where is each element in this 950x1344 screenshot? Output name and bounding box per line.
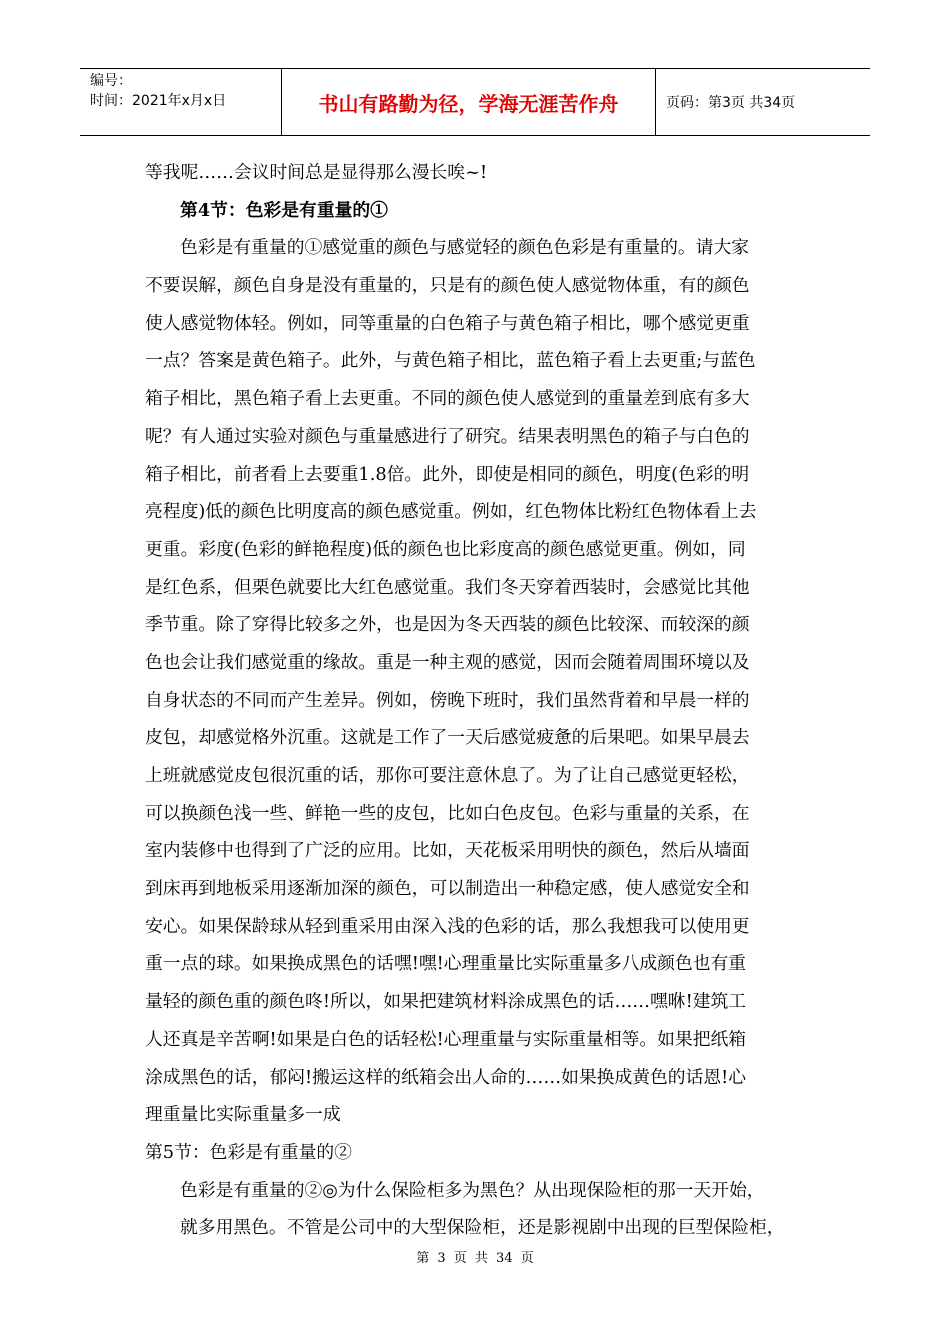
body-line: 室内装修中也得到了广泛的应用。比如，天花板采用明快的颜色，然后从墙面 (145, 840, 750, 862)
body-line: 量轻的颜色重的颜色咚!所以，如果把建筑材料涂成黑色的话……嘿咻!建筑工 (145, 991, 747, 1013)
page-footer: 第 3 页 共 34 页 (416, 1251, 534, 1266)
body-line: 箱子相比，前者看上去要重1.8倍。此外，即使是相同的颜色，明度(色彩的明 (145, 463, 750, 485)
body-line: 亮程度)低的颜色比明度高的颜色感觉重。例如，红色物体比粉红色物体看上去 (145, 501, 757, 523)
body-line: 不要误解，颜色自身是没有重量的，只是有的颜色使人感觉物体重，有的颜色 (145, 275, 750, 297)
body-line: 使人感觉物体轻。例如，同等重量的白色箱子与黄色箱子相比，哪个感觉更重 (145, 312, 750, 334)
body-line: 第5节：色彩是有重量的② (145, 1141, 352, 1163)
document-date: 时间：2021年x月x日 (90, 93, 227, 109)
body-line: 呢？有人通过实验对颜色与重量感进行了研究。结果表明黑色的箱子与白色的 (145, 425, 750, 447)
document-header (80, 68, 870, 136)
body-line: 上班就感觉皮包很沉重的话，那你可要注意休息了。为了让自己感觉更轻松， (145, 765, 750, 786)
body-line: 更重。彩度(色彩的鲜艳程度)低的颜色也比彩度高的颜色感觉更重。例如，同 (145, 538, 746, 560)
body-line: 到床再到地板采用逐渐加深的颜色，可以制造出一种稳定感，使人感觉安全和 (145, 878, 750, 900)
header-meta (80, 69, 282, 135)
body-line: 等我呢……会议时间总是显得那么漫长唉~! (145, 162, 488, 183)
document-body (145, 154, 807, 1285)
body-line: 皮包，却感觉格外沉重。这就是工作了一天后感觉疲惫的后果吧。如果早晨去 (145, 727, 750, 749)
body-line: 自身状态的不同而产生差异。例如，傍晚下班时，我们虽然背着和早晨一样的 (145, 689, 750, 711)
body-line: 是红色系，但栗色就要比大红色感觉重。我们冬天穿着西装时，会感觉比其他 (145, 576, 750, 598)
body-line: 箱子相比，黑色箱子看上去更重。不同的颜色使人感觉到的重量差到底有多大 (145, 388, 750, 410)
section-heading-5: 色彩是有重量的②◎为什么保险柜多为黑色？从出现保险柜的那一天开始， (180, 1179, 765, 1201)
body-line: 人还真是辛苦啊!如果是白色的话轻松!心理重量与实际重量相等。如果把纸箱 (145, 1028, 747, 1050)
body-line: 可以换颜色浅一些、鲜艳一些的皮包，比如白色皮包。色彩与重量的关系，在 (145, 802, 750, 824)
header-motto: 书山有路勤为径，学海无涯苦作舟 (282, 69, 656, 135)
section-heading-4: 第4节：色彩是有重量的① (180, 199, 388, 221)
body-line: 一点？答案是黄色箱子。此外，与黄色箱子相比，蓝色箱子看上去更重;与蓝色 (145, 350, 756, 372)
body-line: 重一点的球。如果换成黑色的话嘿!嘿!心理重量比实际重量多八成颜色也有重 (145, 953, 747, 975)
header-page-info: 页码：第3页 共34页 (666, 95, 796, 111)
body-line: 理重量比实际重量多一成 (145, 1104, 341, 1126)
paragraph-first-line: 色彩是有重量的①感觉重的颜色与感觉轻的颜色色彩是有重量的。请大家 (180, 237, 750, 259)
body-line: 季节重。除了穿得比较多之外，也是因为冬天西装的颜色比较深、而较深的颜 (145, 614, 750, 636)
body-line: 色也会让我们感觉重的缘故。重是一种主观的感觉，因而会随着周围环境以及 (145, 651, 750, 673)
document-number-label: 编号： (90, 73, 132, 89)
body-line: 安心。如果保龄球从轻到重采用由深入浅的色彩的话，那么我想我可以使用更 (145, 915, 750, 937)
body-line: 涂成黑色的话，郁闷!搬运这样的纸箱会出人命的……如果换成黄色的话恩!心 (145, 1066, 747, 1088)
paragraph-first-line: 就多用黑色。不管是公司中的大型保险柜，还是影视剧中出现的巨型保险柜， (180, 1217, 785, 1239)
